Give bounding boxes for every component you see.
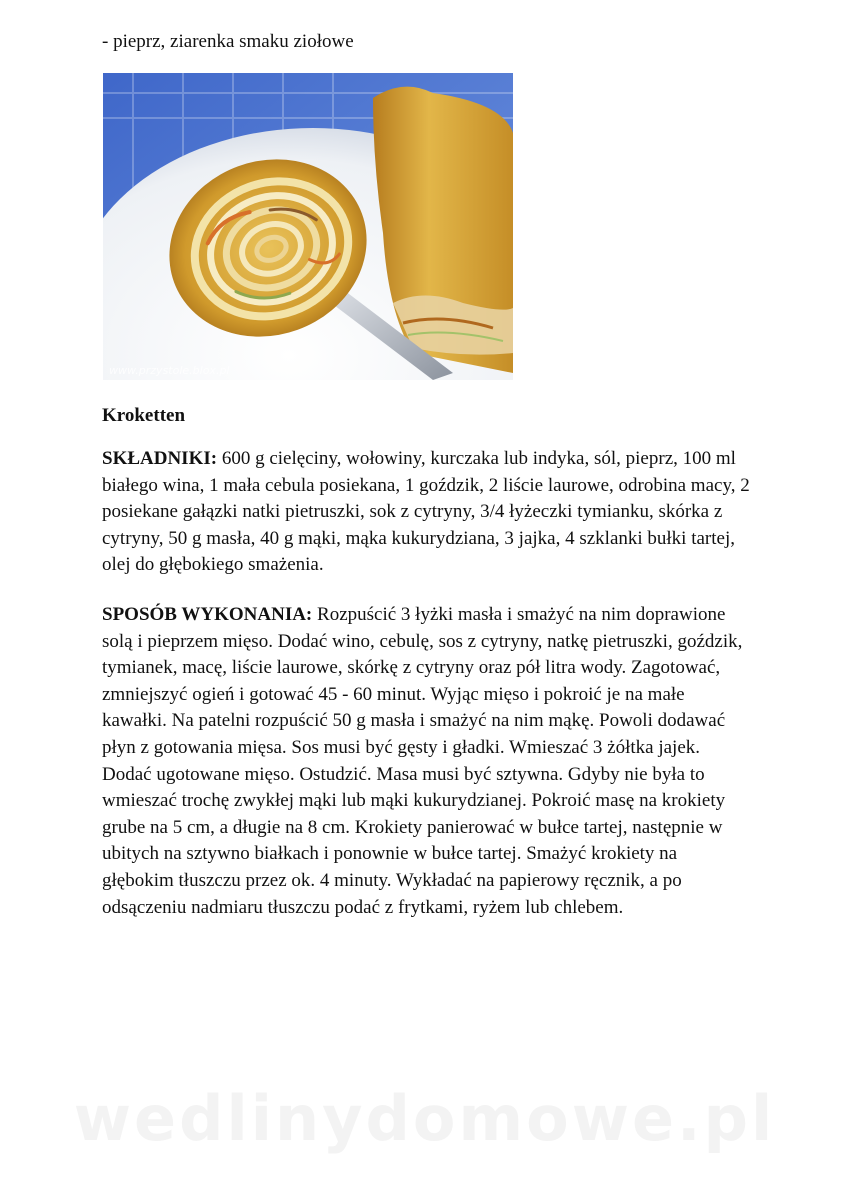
ingredients-text: 600 g cielęciny, wołowiny, kurczaka lub indyka, sól, pieprz, 100 ml białego wina, 1 mała cebula posiekana, 1 goździk, 2 liście laurowe, odrobina macy, 2 posiekane gałązki natki pietruszki, sok z cytryny, 3/4 łyżeczki tymianku, skórka z cytryny, 50 g masła, 40 g mąki, mąka kukurydziana, 3 jajka, 4 szklanki bułki tartej, olej do głębokiego smażenia. bbox=[102, 448, 750, 576]
ingredients-label: SKŁADNIKI: bbox=[102, 448, 218, 469]
recipe-title: Kroketten bbox=[102, 405, 186, 426]
croquette-illustration bbox=[103, 73, 513, 380]
method-paragraph bbox=[102, 602, 752, 921]
photo-watermark: www.przystole.blox.pl bbox=[109, 364, 230, 377]
method-text: Rozpuścić 3 łyżki masła i smażyć na nim doprawione solą i pieprzem mięso. Dodać wino, cebulę, sos z cytryny, natkę pietruszki, goździk, tymianek, macę, liście laurowe, skórkę z cytryny oraz pół litra wody. Zagotować, zmniejszyć ogień i gotować 45 - 60 minut. Wyjąc mięso i pokroić je na małe kawałki. Na patelni rozpuścić 50 g masła i smażyć na nim mąkę. Powoli dodawać płyn z gotowania mięsa. Sos musi być gęsty i gładki. Wmieszać 3 żółtka jajek. Dodać ugotowane mięso. Ostudzić. Masa musi być sztywna. Gdyby nie była to wmieszać trochę zwykłej mąki lub mąki kukurydzianej. Pokroić masę na krokiety grube na 5 cm, a długie na 8 cm. Krokiety panierować w bułce tartej, następnie w ubitych na sztywno białkach i ponownie w bułce tartej. Smażyć krokiety na głębokim tłuszczu przez ok. 4 minuty. Wykładać na papierowy ręcznik, a po odsączeniu nadmiaru tłuszczu podać z frytkami, ryżem lub chlebem. bbox=[102, 604, 743, 918]
recipe-photo bbox=[103, 73, 513, 380]
ingredient-continuation-line: - pieprz, ziarenka smaku ziołowe bbox=[102, 31, 354, 52]
site-watermark: wedlinydomowe.pl bbox=[73, 1082, 776, 1155]
ingredients-paragraph bbox=[102, 446, 752, 579]
method-label: SPOSÓB WYKONANIA: bbox=[102, 604, 313, 625]
